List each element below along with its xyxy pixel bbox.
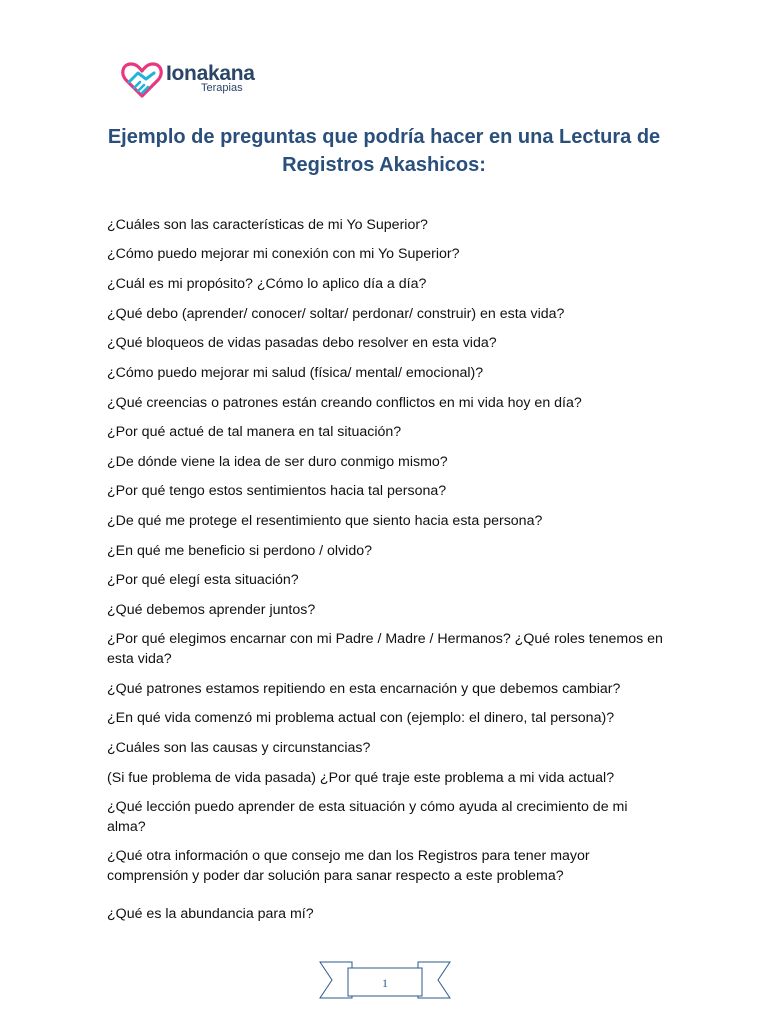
question-item: ¿Qué bloqueos de vidas pasadas debo resolver en esta vida? [107, 335, 497, 351]
question-item: ¿Qué es la abundancia para mí? [107, 906, 314, 922]
question-item: ¿Cuál es mi propósito? ¿Cómo lo aplico día a día? [107, 276, 427, 292]
question-item: ¿Por qué elegimos encarnar con mi Padre / Madre / Hermanos? ¿Qué roles tenemos en esta vida? [107, 631, 663, 667]
question-item: ¿Por qué actué de tal manera en tal situación? [107, 424, 402, 440]
page-number: 1 [382, 976, 388, 990]
title-line-2: Registros Akashicos: [282, 154, 486, 176]
question-item: (Si fue problema de vida pasada) ¿Por qué traje este problema a mi vida actual? [107, 770, 615, 786]
question-item: ¿Qué debemos aprender juntos? [107, 602, 316, 618]
question-item: ¿Cuáles son las características de mi Yo Superior? [107, 217, 428, 233]
question-item: ¿Qué lección puedo aprender de esta situación y cómo ayuda al crecimiento de mi alma? [107, 799, 628, 835]
title-line-1: Ejemplo de preguntas que podría hacer en una Lectura de [107, 126, 661, 148]
question-item: ¿Cómo puedo mejorar mi salud (física/ mental/ emocional)? [107, 365, 484, 381]
question-item: ¿Qué debo (aprender/ conocer/ soltar/ perdonar/ construir) en esta vida? [107, 306, 565, 322]
question-item: ¿Qué otra información o que consejo me dan los Registros para tener mayor comprensión y poder dar solución para sanar respecto a este problema? [107, 848, 590, 884]
question-item: ¿En qué me beneficio si perdono / olvido? [107, 543, 372, 559]
page-title [84, 123, 684, 179]
logo-subtitle: Terapias [201, 82, 243, 94]
question-item: ¿De dónde viene la idea de ser duro conmigo mismo? [107, 454, 448, 470]
ionakana-logo [120, 58, 260, 100]
question-item: ¿En qué vida comenzó mi problema actual con (ejemplo: el dinero, tal persona)? [107, 710, 615, 726]
heart-hands-icon [120, 60, 164, 100]
question-item: ¿De qué me protege el resentimiento que siento hacia esta persona? [107, 513, 543, 529]
question-item: ¿Qué creencias o patrones están creando conflictos en mi vida hoy en día? [107, 395, 582, 411]
question-item: ¿Cómo puedo mejorar mi conexión con mi Yo Superior? [107, 246, 460, 262]
question-item: ¿Qué patrones estamos repitiendo en esta encarnación y que debemos cambiar? [107, 681, 621, 697]
question-item: ¿Cuáles son las causas y circunstancias? [107, 740, 371, 756]
question-item: ¿Por qué elegí esta situación? [107, 572, 299, 588]
logo-brand-text: Ionakana [166, 62, 255, 85]
question-item: ¿Por qué tengo estos sentimientos hacia tal persona? [107, 483, 447, 499]
